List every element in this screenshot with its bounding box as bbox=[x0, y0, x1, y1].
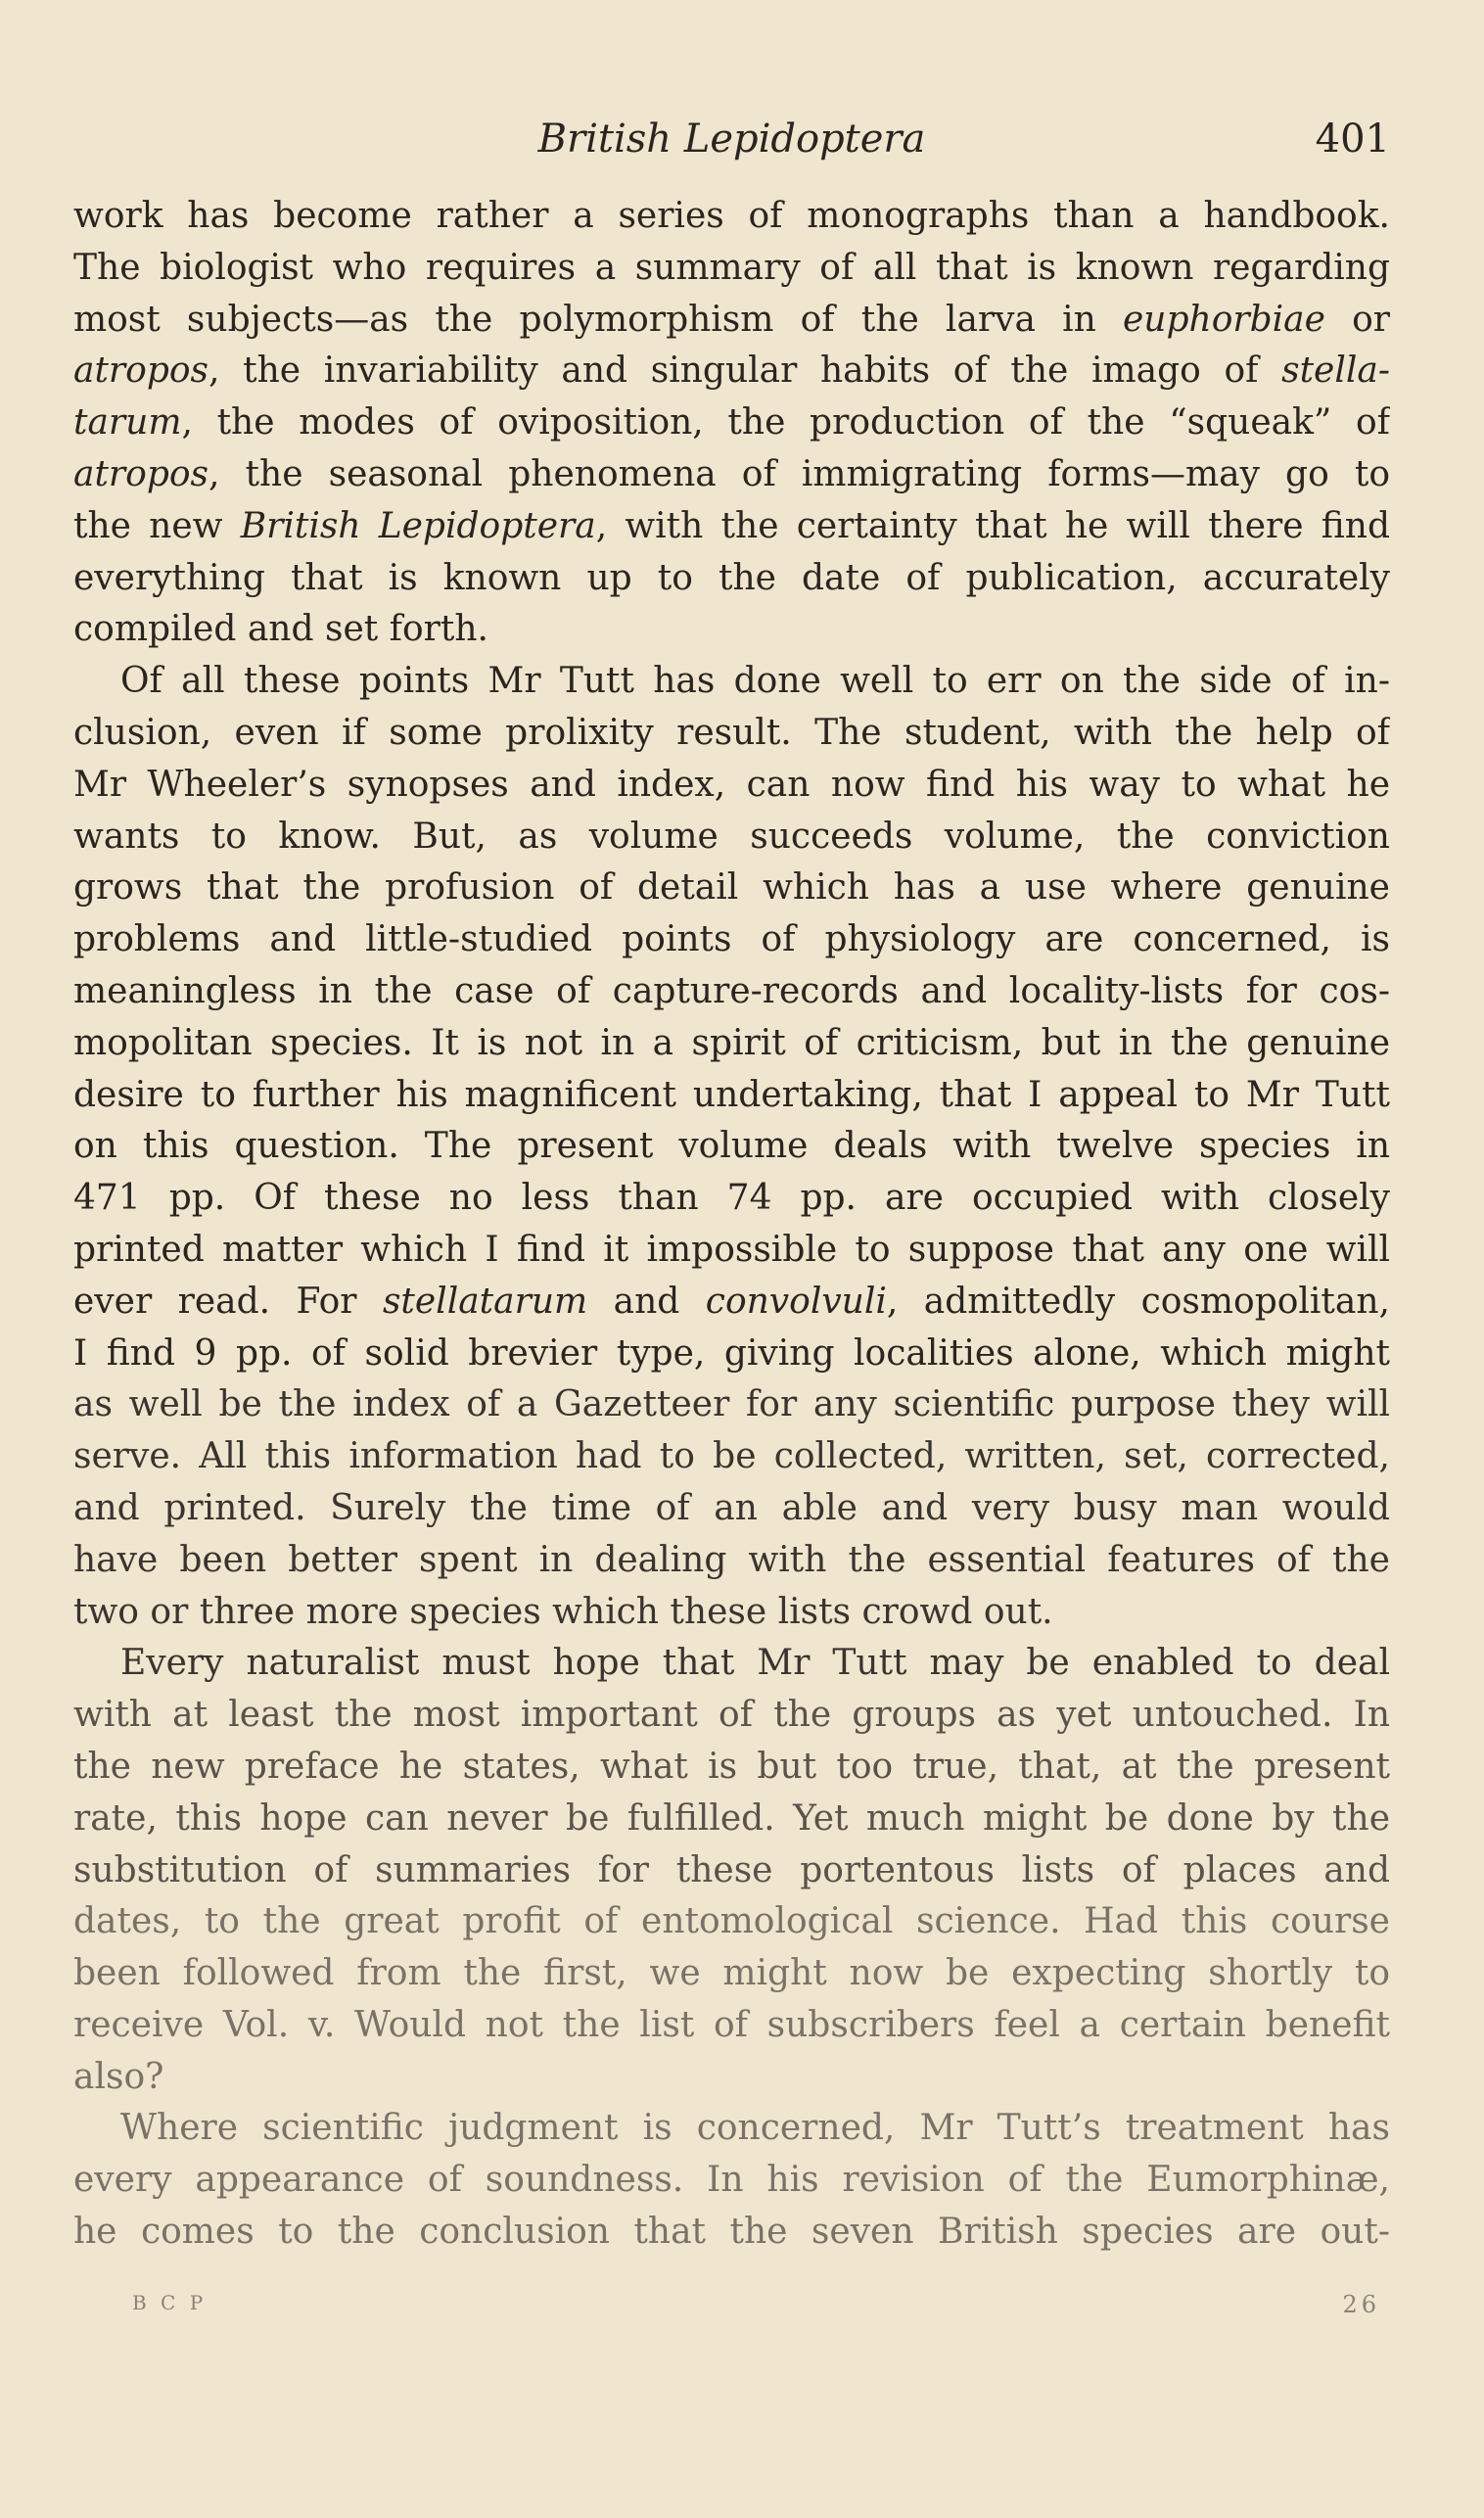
text-line: he comes to the conclusion that the seven British species are out- bbox=[73, 2212, 1390, 2253]
text-line: been followed from the first, we might now be expecting shortly to bbox=[73, 1953, 1390, 1994]
text-line: rate, this hope can never be fulfilled. Yet much might be done by the bbox=[73, 1797, 1390, 1839]
page-footer bbox=[73, 2291, 1390, 2330]
text-line: have been better spent in dealing with the essential features of the bbox=[73, 1539, 1390, 1580]
text-line: I find 9 pp. of solid brevier type, giving localities alone, which might bbox=[73, 1332, 1390, 1374]
folio-number: 26 bbox=[1342, 2291, 1380, 2318]
signature-mark: B C P bbox=[132, 2291, 208, 2314]
text-line: atropos, the invariability and singular habits of the imago of stella- bbox=[73, 350, 1390, 392]
text-line: atropos, the seasonal phenomena of immigrating forms—may go to bbox=[73, 453, 1390, 494]
page-number: 401 bbox=[1315, 117, 1390, 162]
text-line: the new preface he states, what is but too true, that, at the present bbox=[73, 1746, 1390, 1787]
text-line: work has become rather a series of monographs than a handbook. bbox=[73, 196, 1390, 236]
text-line: receive Vol. v. Would not the list of subscribers feel a certain benefit bbox=[73, 2004, 1390, 2045]
text-line: Every naturalist must hope that Mr Tutt may be enabled to deal bbox=[120, 1643, 1390, 1684]
text-line: ever read. For stellatarum and convolvuli, admittedly cosmopolitan, bbox=[73, 1281, 1390, 1322]
text-line: problems and little-studied points of physiology are concerned, is bbox=[73, 919, 1390, 960]
text-line: meaningless in the case of capture-records and locality-lists for cos- bbox=[73, 970, 1390, 1011]
text-line: substitution of summaries for these portentous lists of places and bbox=[73, 1849, 1390, 1890]
text-line: the new British Lepidoptera, with the certainty that he will there find bbox=[73, 505, 1390, 546]
text-line: Of all these points Mr Tutt has done well to err on the side of in- bbox=[120, 661, 1390, 702]
text-line: desire to further his magnificent undertaking, that I appeal to Mr Tutt bbox=[73, 1074, 1390, 1115]
text-line: everything that is known up to the date of publication, accurately bbox=[73, 557, 1390, 598]
text-line: grows that the profusion of detail which has a use where genuine bbox=[73, 867, 1390, 909]
text-line: as well be the index of a Gazetteer for any scientific purpose they will bbox=[73, 1384, 1390, 1425]
running-title: British Lepidoptera bbox=[537, 117, 926, 162]
text-line: and printed. Surely the time of an able and very busy man would bbox=[73, 1487, 1390, 1528]
text-line: 471 pp. Of these no less than 74 pp. are occupied with closely bbox=[73, 1178, 1390, 1219]
text-line: also? bbox=[73, 2056, 164, 2097]
text-line: serve. All this information had to be collected, written, set, corrected, bbox=[73, 1436, 1390, 1477]
text-line: most subjects—as the polymorphism of the larva in euphorbiae or bbox=[73, 299, 1390, 340]
text-line: The biologist who requires a summary of all that is known regarding bbox=[73, 247, 1390, 288]
text-line: on this question. The present volume deals with twelve species in bbox=[73, 1126, 1390, 1167]
text-line: Mr Wheeler’s synopses and index, can now find his way to what he bbox=[73, 764, 1390, 805]
text-line: tarum, the modes of oviposition, the production of the “squeak” of bbox=[73, 402, 1390, 443]
text-line: wants to know. But, as volume succeeds volume, the conviction bbox=[73, 816, 1390, 857]
text-line: every appearance of soundness. In his revision of the Eumorphinæ, bbox=[73, 2160, 1390, 2201]
text-line: with at least the most important of the groups as yet untouched. In bbox=[73, 1695, 1390, 1736]
page-header bbox=[73, 110, 1390, 168]
text-line: printed matter which I find it impossible to suppose that any one will bbox=[73, 1229, 1390, 1270]
body-text bbox=[73, 191, 1390, 2259]
text-line: mopolitan species. It is not in a spirit of criticism, but in the genuine bbox=[73, 1022, 1390, 1063]
text-line: compiled and set forth. bbox=[73, 609, 488, 650]
text-line: dates, to the great profit of entomological science. Had this course bbox=[73, 1901, 1390, 1942]
text-line: Where scientific judgment is concerned, Mr Tutt’s treatment has bbox=[120, 2108, 1390, 2149]
text-line: two or three more species which these lists crowd out. bbox=[73, 1591, 1053, 1632]
text-line: clusion, even if some prolixity result. The student, with the help of bbox=[73, 712, 1390, 753]
